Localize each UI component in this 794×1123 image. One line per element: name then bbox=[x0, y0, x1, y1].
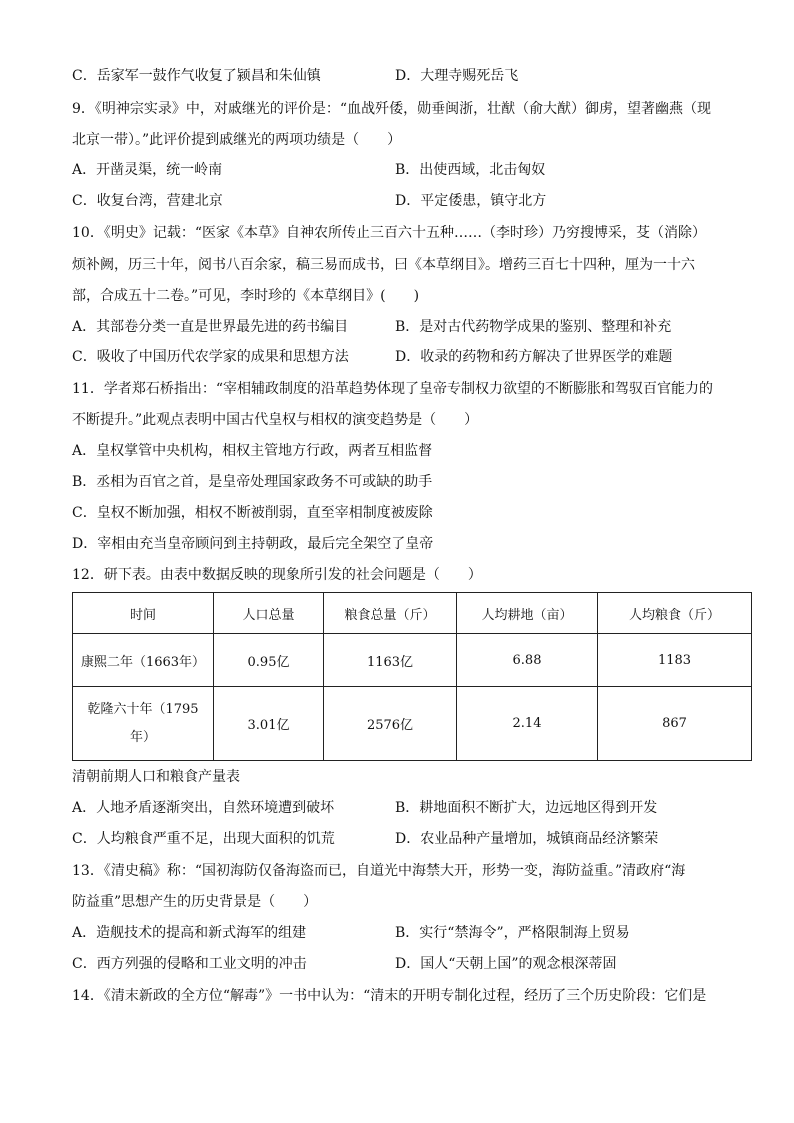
table-header-row bbox=[73, 593, 752, 634]
q10-option-a: A．其部卷分类一直是世界最先进的药书编目 bbox=[72, 319, 349, 335]
q9-stem-line2: 北京一带）。”此评价提到戚继光的两项功绩是（ ） bbox=[72, 132, 402, 148]
q13-option-d: D．国人“天朝上国”的观念根深蒂固 bbox=[395, 956, 617, 972]
table-cell bbox=[73, 687, 214, 761]
q12-option-c: C．人均粮食严重不足，出现大面积的饥荒 bbox=[72, 831, 335, 847]
q11-option-d: D．宰相由充当皇帝顾问到主持朝政，最后完全架空了皇帝 bbox=[72, 536, 434, 552]
q9-option-c: C．收复台湾，营建北京 bbox=[72, 193, 223, 209]
q10-option-c: C．吸收了中国历代农学家的成果和思想方法 bbox=[72, 349, 349, 365]
q10-option-b: B．是对古代药物学成果的鉴别、整理和补充 bbox=[395, 319, 672, 335]
table-cell: 2576亿 bbox=[324, 687, 457, 761]
table-cell-text: 年） bbox=[129, 729, 156, 745]
q11-option-b: B．丞相为百官之首，是皇帝处理国家政务不可或缺的助手 bbox=[72, 474, 433, 490]
q12-option-a: A．人地矛盾逐渐突出，自然环境遭到破坏 bbox=[72, 800, 335, 816]
q10-option-d: D．收录的药物和药方解决了世界医学的难题 bbox=[395, 349, 673, 365]
q9-option-b: B．出使西域，北击匈奴 bbox=[395, 162, 546, 178]
table-row bbox=[73, 687, 752, 761]
table-cell: 6.88 bbox=[457, 634, 598, 687]
table-header-cell: 人均粮食（斤） bbox=[598, 593, 752, 634]
table-cell: 867 bbox=[598, 687, 752, 761]
table-header-cell: 时间 bbox=[73, 593, 214, 634]
q11-option-a: A．皇权掌管中央机构，相权主管地方行政，两者互相监督 bbox=[72, 443, 433, 459]
q10-stem-line1: 10．《明史》记载：“医家《本草》自神农所传止三百六十五种……（李时珍）乃穷搜博采，芟（消除） bbox=[72, 225, 706, 241]
table-caption: 清朝前期人口和粮食产量表 bbox=[72, 769, 240, 785]
table-cell: 3.01亿 bbox=[214, 687, 324, 761]
q12-option-d: D．农业品种产量增加，城镇商品经济繁荣 bbox=[395, 831, 659, 847]
q13-option-c: C．西方列强的侵略和工业文明的冲击 bbox=[72, 956, 307, 972]
table-header-cell: 粮食总量（斤） bbox=[324, 593, 457, 634]
table-header-cell: 人均耕地（亩） bbox=[457, 593, 598, 634]
table-row bbox=[73, 634, 752, 687]
q12-option-b: B．耕地面积不断扩大，边远地区得到开发 bbox=[395, 800, 658, 816]
table-cell: 1183 bbox=[598, 634, 752, 687]
q10-stem-line3: 部，合成五十二卷。”可见，李时珍的《本草纲目》( ) bbox=[72, 288, 420, 304]
q9-stem-line1: 9．《明神宗实录》中，对戚继光的评价是：“血战歼倭，勋垂闽浙，壮猷（俞大猷）御虏，望著幽燕（现 bbox=[72, 101, 712, 117]
table-cell: 1163亿 bbox=[324, 634, 457, 687]
q8-option-d: D．大理寺赐死岳飞 bbox=[395, 68, 519, 84]
q9-option-d: D．平定倭患，镇守北方 bbox=[395, 193, 547, 209]
q11-option-c: C．皇权不断加强，相权不断被削弱，直至宰相制度被废除 bbox=[72, 505, 433, 521]
table-cell: 康熙二年（1663年） bbox=[73, 634, 214, 687]
q14-stem-line1: 14．《清末新政的全方位“解毒”》一书中认为：“清末的开明专制化过程，经历了三个历史阶段：它们是 bbox=[72, 988, 707, 1004]
q13-option-b: B．实行“禁海令”，严格限制海上贸易 bbox=[395, 925, 630, 941]
population-grain-table bbox=[72, 592, 752, 761]
q13-option-a: A．造舰技术的提高和新式海军的组建 bbox=[72, 925, 307, 941]
q13-stem-line1: 13．《清史稿》称：“国初海防仅备海盗而已，自道光中海禁大开，形势一变，海防益重。”清政府“海 bbox=[72, 863, 686, 879]
q11-stem-line2: 不断提升。”此观点表明中国古代皇权与相权的演变趋势是（ ） bbox=[72, 412, 479, 428]
q10-stem-line2: 烦补阙，历三十年，阅书八百余家，稿三易而成书，曰《本草纲目》。增药三百七十四种，厘为一十六 bbox=[72, 257, 695, 273]
table-cell: 2.14 bbox=[457, 687, 598, 761]
q9-option-a: A．开凿灵渠，统一岭南 bbox=[72, 162, 223, 178]
q11-stem-line1: 11．学者郑石桥指出：“宰相辅政制度的沿革趋势体现了皇帝专制权力欲望的不断膨胀和驾驭百官能力的 bbox=[72, 381, 713, 397]
table-header-cell: 人口总量 bbox=[214, 593, 324, 634]
q13-stem-line2: 防益重”思想产生的历史背景是（ ） bbox=[72, 894, 318, 910]
q12-stem: 12．研下表。由表中数据反映的现象所引发的社会问题是（ ） bbox=[72, 567, 482, 583]
table-cell-text: 乾隆六十年（1795 bbox=[87, 701, 199, 717]
table-cell: 0.95亿 bbox=[214, 634, 324, 687]
q8-option-c: C．岳家军一鼓作气收复了颍昌和朱仙镇 bbox=[72, 68, 321, 84]
